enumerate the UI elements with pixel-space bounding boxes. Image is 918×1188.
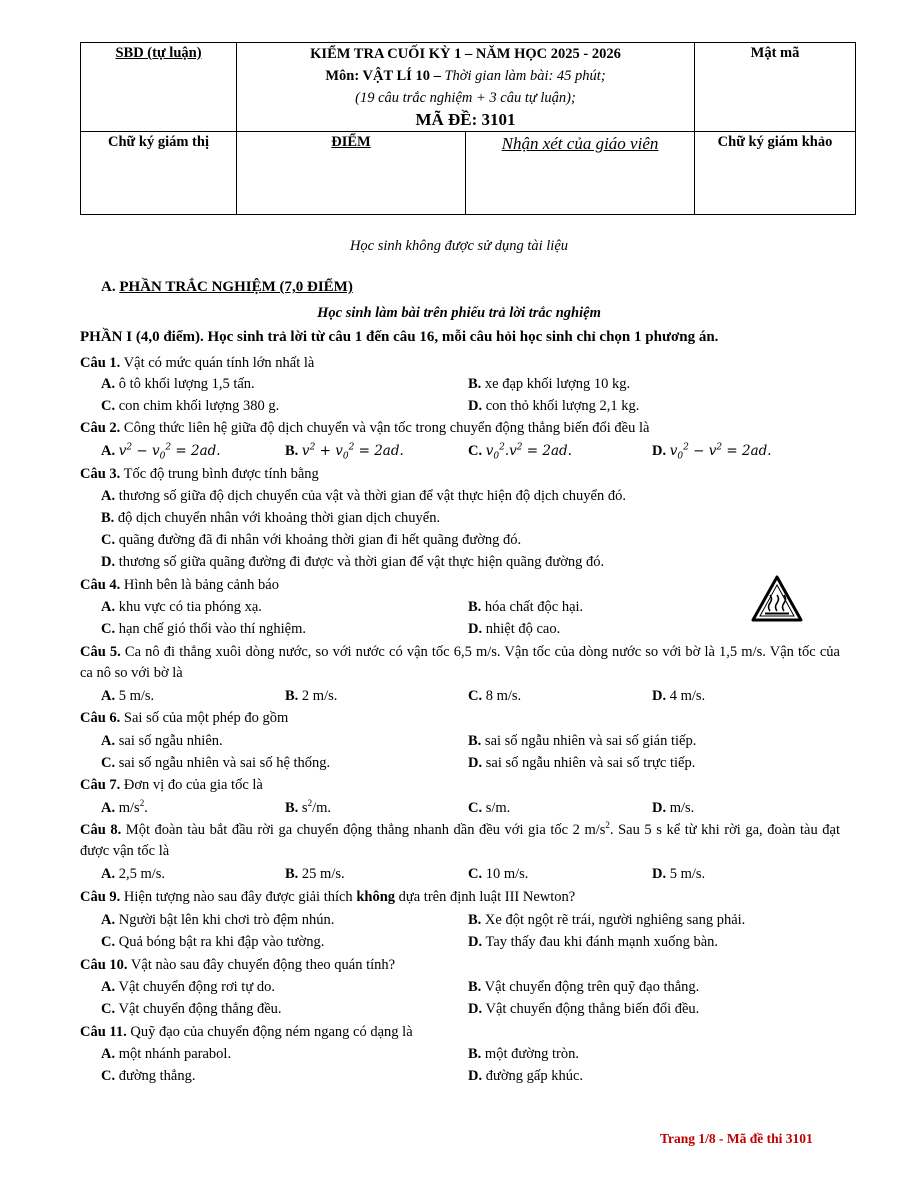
q4-option-a: A. khu vực có tia phóng xạ. xyxy=(101,599,262,615)
q11-option-a: A. một nhánh parabol. xyxy=(101,1046,232,1062)
q3-option-a: A. thương số giữa độ dịch chuyển của vật và thời gian để vật thực hiện độ dịch chuyển đó. xyxy=(101,488,626,504)
q9-option-b: B. Xe đột ngột rẽ trái, người nghiêng sang phải. xyxy=(468,912,746,928)
no-materials-note: Học sinh không được sử dụng tài liệu xyxy=(349,238,569,254)
question-9: Câu 9. Hiện tượng nào sau đây được giải thích không dựa trên định luật III Newton? xyxy=(80,889,576,905)
page-footer: Trang 1/8 - Mã đề thi 3101 xyxy=(660,1131,813,1146)
section-a-subtitle: Học sinh làm bài trên phiếu trả lời trắc nghiệm xyxy=(317,305,601,321)
question-7: Câu 7. Đơn vị đo của gia tốc là xyxy=(80,777,263,793)
q8-option-c: C. 10 m/s. xyxy=(468,866,529,882)
q11-option-c: C. đường thẳng. xyxy=(101,1068,196,1084)
q2-option-c: C. $v_0^2.v^2 = 2ad$. xyxy=(468,442,572,462)
q3-option-c: C. quãng đường đã đi nhân với khoảng thời gian đi hết quãng đường đó. xyxy=(101,532,522,548)
question-count: (19 câu trắc nghiệm + 3 câu tự luận); xyxy=(355,90,576,106)
q10-option-d: D. Vật chuyển động thẳng biến đổi đều. xyxy=(468,1001,700,1017)
q1-option-d: D. con thỏ khối lượng 2,1 kg. xyxy=(468,398,640,414)
q10-option-b: B. Vật chuyển động trên quỹ đạo thẳng. xyxy=(468,979,700,995)
q7-option-c: C. s/m. xyxy=(468,800,511,816)
question-11: Câu 11. Quỹ đạo của chuyển động ném ngang có dạng là xyxy=(80,1024,413,1040)
question-4: Câu 4. Hình bên là bảng cảnh báo xyxy=(80,577,279,593)
q6-option-d: D. sai số ngẫu nhiên và sai số trực tiếp. xyxy=(468,755,696,771)
q1-option-b: B. xe đạp khối lượng 10 kg. xyxy=(468,376,631,392)
exam-title: KIỂM TRA CUỐI KỲ 1 – NĂM HỌC 2025 - 2026 xyxy=(310,46,621,62)
question-6: Câu 6. Sai số của một phép đo gồm xyxy=(80,710,289,726)
q6-option-a: A. sai số ngẫu nhiên. xyxy=(101,733,223,749)
question-10: Câu 10. Vật nào sau đây chuyển động theo quán tính? xyxy=(80,957,396,973)
part1-instructions: PHẦN I (4,0 điểm). Học sinh trả lời từ câu 1 đến câu 16, mỗi câu hỏi học sinh chỉ chọn 1 phương án. xyxy=(80,329,719,345)
q10-option-a: A. Vật chuyển động rơi tự do. xyxy=(101,979,275,995)
q11-option-d: D. đường gấp khúc. xyxy=(468,1068,584,1084)
question-1: Câu 1. Vật có mức quán tính lớn nhất là xyxy=(80,355,315,371)
q5-option-b: B. 2 m/s. xyxy=(285,688,338,704)
q9-option-d: D. Tay thấy đau khi đánh mạnh xuống bàn. xyxy=(468,934,719,950)
question-3: Câu 3. Tốc độ trung bình được tính bằng xyxy=(80,466,319,482)
q6-option-c: C. sai số ngẫu nhiên và sai số hệ thống. xyxy=(101,755,331,771)
q2-option-a: A. $v^2 - v_0^2 = 2ad$. xyxy=(101,442,221,462)
q9-option-a: A. Người bật lên khi chơi trò đệm nhún. xyxy=(101,912,335,928)
q5-option-d: D. 4 m/s. xyxy=(652,688,706,704)
exam-code: MÃ ĐỀ: 3101 xyxy=(415,110,516,129)
q5-option-a: A. 5 m/s. xyxy=(101,688,155,704)
q7-option-b: B. $s^2/m$. xyxy=(285,798,332,816)
section-a-title: A. PHẦN TRẮC NGHIỆM (7,0 ĐIỂM) xyxy=(101,279,353,295)
q4-option-c: C. hạn chế gió thổi vào thí nghiệm. xyxy=(101,621,306,637)
q5-option-c: C. 8 m/s. xyxy=(468,688,522,704)
q3-option-d: D. thương số giữa quãng đường đi được và thời gian để vật thực hiện quãng đường đó. xyxy=(101,554,605,570)
teacher-comment-label: Nhận xét của giáo viên xyxy=(466,132,695,215)
q4-option-b: B. hóa chất độc hại. xyxy=(468,599,584,615)
q9-option-c: C. Quả bóng bật ra khi đập vào tường. xyxy=(101,934,325,950)
q8-option-d: D. 5 m/s. xyxy=(652,866,706,882)
q1-option-c: C. con chim khối lượng 380 g. xyxy=(101,398,280,414)
sbd-label: SBD (tự luận) xyxy=(81,43,237,132)
proctor-signature-label: Chữ ký giám thị xyxy=(81,132,237,215)
q3-option-b: B. độ dịch chuyển nhân với khoảng thời gian dịch chuyển. xyxy=(101,510,441,526)
score-label: ĐIỂM xyxy=(237,132,466,215)
q2-option-d: D. $v_0^2 - v^2 = 2ad$. xyxy=(652,442,772,462)
exam-title-cell xyxy=(237,43,695,132)
q1-option-a: A. ô tô khối lượng 1,5 tấn. xyxy=(101,376,255,392)
q6-option-b: B. sai số ngẫu nhiên và sai số gián tiếp. xyxy=(468,733,697,749)
subject-line: Môn: VẬT LÍ 10 – Thời gian làm bài: 45 phút; xyxy=(325,68,606,84)
examiner-signature-label: Chữ ký giám khảo xyxy=(695,132,856,215)
question-5: Câu 5. Ca nô đi thẳng xuôi dòng nước, so với nước có vận tốc 6,5 m/s. Vận tốc của dòng nước so với bờ là 1,5 m/s. Vận tốc của ca nô so với bờ là xyxy=(80,644,840,681)
header-table xyxy=(80,42,856,215)
q7-option-d: D. m/s. xyxy=(652,800,695,816)
hot-surface-warning-icon xyxy=(750,574,804,624)
secret-code-label: Mật mã xyxy=(695,43,856,132)
question-2: Câu 2. Công thức liên hệ giữa độ dịch chuyển và vận tốc trong chuyển động thẳng biến đổi đều là xyxy=(80,420,650,436)
q10-option-c: C. Vật chuyển động thẳng đều. xyxy=(101,1001,282,1017)
q8-option-a: A. 2,5 m/s. xyxy=(101,866,166,882)
q7-option-a: A. $m/s^2$. xyxy=(101,798,148,816)
q8-option-b: B. 25 m/s. xyxy=(285,866,345,882)
q4-option-d: D. nhiệt độ cao. xyxy=(468,621,561,637)
q2-option-b: B. $v^2 + v_0^2 = 2ad$. xyxy=(285,442,404,462)
question-8: Câu 8. Một đoàn tàu bắt đầu rời ga chuyển động thẳng nhanh dần đều với gia tốc 2 $m/s^2$. Sau 5 s kể từ khi rời ga, đoàn tàu đạt được vận tốc là xyxy=(80,820,840,859)
q11-option-b: B. một đường tròn. xyxy=(468,1046,579,1062)
